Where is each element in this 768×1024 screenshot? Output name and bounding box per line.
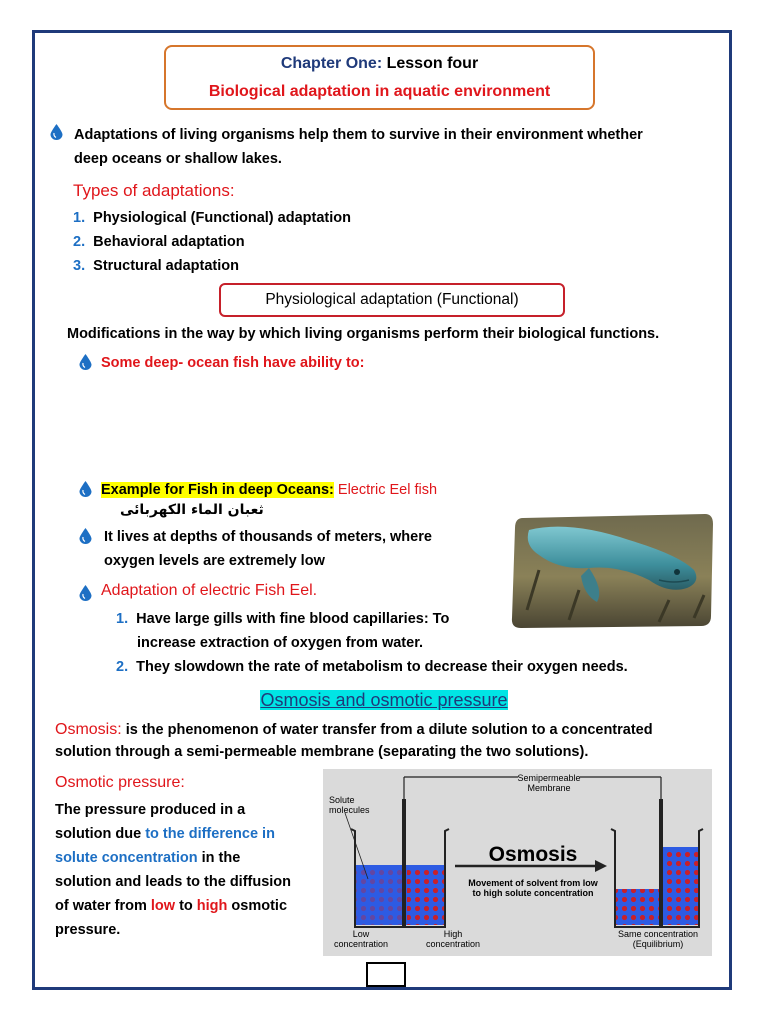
eel-point-2 bbox=[116, 655, 628, 679]
item-number: 2. bbox=[116, 659, 129, 675]
water-drop-icon bbox=[79, 481, 92, 497]
pressure-high: high bbox=[196, 898, 228, 914]
item-number: 1. bbox=[116, 611, 129, 627]
osmosis-diagram-title: Osmosis bbox=[488, 843, 578, 866]
eel-point-1 bbox=[116, 607, 449, 631]
pressure-text: solution due bbox=[55, 826, 146, 842]
water-drop-icon bbox=[79, 354, 92, 370]
low-concentration-label-2: concentration bbox=[333, 939, 389, 949]
pressure-text: osmotic bbox=[227, 898, 288, 914]
low-concentration-label: Low bbox=[352, 929, 370, 939]
solute-label: Solute bbox=[329, 795, 355, 805]
pressure-text: in the bbox=[197, 850, 241, 866]
pressure-text: of water from bbox=[55, 898, 151, 914]
osmosis-diagram bbox=[323, 769, 712, 956]
solute-label-2: molecules bbox=[329, 805, 370, 815]
item-text: They slowdown the rate of metabolism to decrease their oxygen needs. bbox=[136, 659, 628, 675]
movement-label-2: to high solute concentration bbox=[472, 888, 594, 898]
same-concentration-label: Same concentration bbox=[617, 929, 699, 939]
water-drop-icon bbox=[50, 124, 63, 140]
pressure-line-2 bbox=[55, 822, 275, 846]
lesson-title-box bbox=[164, 45, 595, 110]
adaptation-eel-heading: Adaptation of electric Fish Eel. bbox=[101, 582, 318, 599]
water-drop-icon bbox=[79, 585, 92, 601]
item-number: 2. bbox=[73, 234, 86, 250]
osmosis-title-row bbox=[0, 690, 768, 711]
physiological-heading-box bbox=[219, 283, 565, 317]
membrane-label: Semipermeable bbox=[517, 773, 581, 783]
osmosis-term: Osmosis: bbox=[55, 721, 122, 738]
osmosis-def-text: is the phenomenon of water transfer from a dilute solution to a concentrated bbox=[121, 722, 653, 738]
item-text: Have large gills with fine blood capillaries: To bbox=[136, 611, 450, 627]
osmosis-def-line-1 bbox=[55, 718, 653, 742]
pressure-highlight: to the difference in bbox=[145, 826, 275, 842]
intro-line-1: Adaptations of living organisms help them to survive in their environment whether bbox=[74, 127, 643, 143]
example-line bbox=[101, 478, 437, 502]
lesson-subtitle: Biological adaptation in aquatic environment bbox=[208, 83, 551, 100]
arabic-name: ثعبان الماء الكهربائى bbox=[120, 502, 264, 518]
osmosis-title: Osmosis and osmotic pressure bbox=[260, 690, 508, 710]
intro-line-2: deep oceans or shallow lakes. bbox=[74, 151, 282, 167]
pressure-low: low bbox=[150, 898, 176, 914]
types-item-3 bbox=[73, 254, 239, 278]
water-drop-icon bbox=[79, 528, 92, 544]
example-label: Example for Fish in deep Oceans: bbox=[101, 482, 334, 498]
habitat-line-1: It lives at depths of thousands of meters, where bbox=[104, 529, 432, 545]
lesson-label: Lesson four bbox=[382, 55, 479, 72]
physiological-heading: Physiological adaptation (Functional) bbox=[265, 291, 519, 308]
physiological-definition: Modifications in the way by which living organisms perform their biological functions. bbox=[67, 326, 660, 342]
types-heading: Types of adaptations: bbox=[73, 181, 235, 200]
page-number-box bbox=[366, 962, 406, 987]
osmotic-pressure-heading: Osmotic pressure: bbox=[55, 774, 185, 791]
osmosis-def-line-2: solution through a semi-permeable membrane (separating the two solutions). bbox=[55, 744, 589, 760]
membrane-label-2: Membrane bbox=[527, 783, 571, 793]
movement-label: Movement of solvent from low bbox=[468, 878, 598, 888]
item-text: Behavioral adaptation bbox=[93, 234, 245, 250]
pressure-line-6: pressure. bbox=[55, 922, 121, 938]
item-text: Structural adaptation bbox=[93, 258, 239, 274]
pressure-line-3 bbox=[55, 846, 240, 870]
types-item-1 bbox=[73, 206, 351, 230]
chapter-label: Chapter One: bbox=[280, 55, 383, 72]
example-fish: Electric Eel fish bbox=[333, 482, 438, 498]
pressure-line-1: The pressure produced in a bbox=[55, 802, 246, 818]
deep-ocean-text: Some deep- ocean fish have ability to: bbox=[101, 355, 365, 371]
habitat-line-2: oxygen levels are extremely low bbox=[104, 553, 325, 569]
same-concentration-label-2: (Equilibrium) bbox=[632, 939, 684, 949]
types-item-2 bbox=[73, 230, 245, 254]
eel-point-1-cont: increase extraction of oxygen from water. bbox=[137, 635, 424, 651]
high-concentration-label: High bbox=[443, 929, 463, 939]
pressure-text: to bbox=[175, 898, 197, 914]
pressure-line-4: solution and leads to the diffusion bbox=[55, 874, 292, 890]
item-number: 1. bbox=[73, 210, 86, 226]
lesson-heading bbox=[166, 55, 593, 73]
pressure-line-5 bbox=[55, 894, 287, 918]
item-number: 3. bbox=[73, 258, 86, 274]
electric-eel-photo bbox=[509, 510, 715, 630]
item-text: Physiological (Functional) adaptation bbox=[93, 210, 351, 226]
high-concentration-label-2: concentration bbox=[425, 939, 481, 949]
pressure-highlight: solute concentration bbox=[55, 850, 198, 866]
